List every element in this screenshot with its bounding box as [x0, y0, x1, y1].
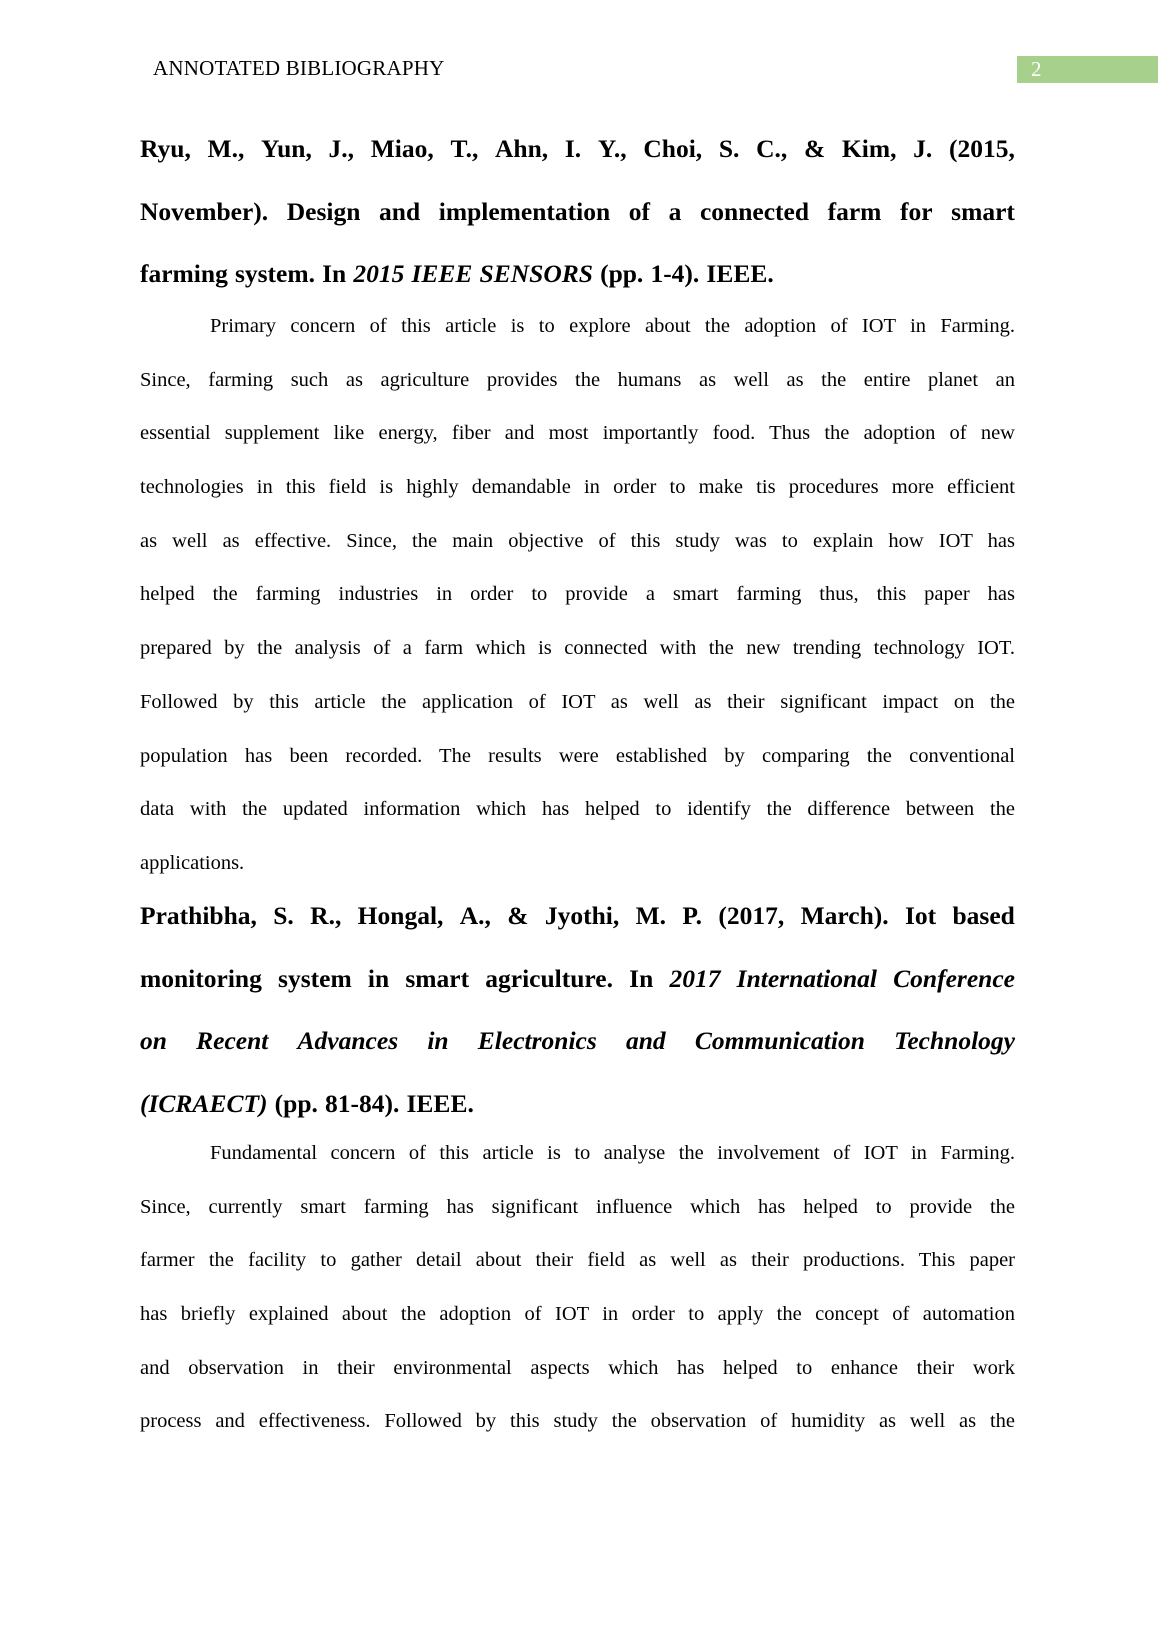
citation-word-italic: in [427, 1026, 449, 1055]
citation-word: I. [564, 134, 582, 163]
citation-word: (2015, [948, 134, 1015, 163]
citation-word: Prathibha, [140, 901, 257, 930]
page-number: 2 [1031, 57, 1042, 81]
citation-word: J., [328, 134, 355, 163]
citation-word: based [952, 901, 1015, 930]
citation-word: C., [756, 134, 788, 163]
citation-word: Ahn, [495, 134, 549, 163]
annotation-line: Since, farming such as agriculture provides the humans as well as the entire planet an [140, 368, 1015, 391]
citation-word: IEEE. [406, 1088, 474, 1118]
annotation-line: helped the farming industries in order to provide a smart farming thus, this paper has [140, 583, 1015, 606]
citation-word: IEEE. [706, 259, 774, 288]
citation-word-italic: (ICRAECT) [140, 1088, 268, 1118]
citation-word-italic: and [625, 1026, 666, 1055]
citation-word-italic: Conference [893, 963, 1015, 993]
citation-prathibha-2017 [140, 885, 1015, 1135]
citation-word: connected [699, 196, 810, 226]
citation-word: & [803, 134, 826, 163]
citation-word: In [322, 259, 347, 288]
annotation-line: has briefly explained about the adoption of IOT in order to apply the concept of automation [140, 1303, 1015, 1326]
citation-word: & [507, 901, 529, 930]
annotation-line: Followed by this article the application of IOT as well as their significant impact on the [140, 690, 1015, 713]
citation-word: farming [140, 259, 228, 288]
annotation-prathibha-2017 [140, 1127, 1015, 1449]
citation-word: Choi, [643, 134, 703, 163]
citation-word: system [278, 963, 352, 993]
citation-word: implementation [438, 196, 611, 226]
running-header: ANNOTATED BIBLIOGRAPHY [153, 56, 445, 80]
annotation-line: data with the updated information which has helped to identify the difference between the [140, 798, 1015, 821]
citation-word: M., [207, 134, 245, 163]
annotation-line: as well as effective. Since, the main objective of this study was to explain how IOT has [140, 529, 1015, 552]
citation-word: November). [140, 196, 269, 226]
citation-word: R., [310, 901, 342, 930]
citation-word: J. [913, 134, 933, 163]
citation-word-italic: Recent [196, 1026, 269, 1055]
annotation-line: farmer the facility to gather detail about their field as well as their productions. This paper [140, 1249, 1015, 1272]
annotation-line: prepared by the analysis of a farm which is connected with the new trending technology IOT. [140, 637, 1015, 660]
citation-word: a [668, 196, 682, 226]
citation-word: monitoring [140, 963, 262, 993]
citation-word: Yun, [261, 134, 312, 163]
citation-word: Design [286, 196, 361, 226]
citation-word: March). [800, 901, 889, 930]
citation-word: Hongal, [357, 901, 444, 930]
citation-word: M. [635, 901, 667, 930]
page-number-box [1017, 56, 1158, 83]
citation-word-italic: IEEE [411, 259, 473, 288]
citation-word: Miao, [370, 134, 434, 163]
citation-word: 81-84). [325, 1088, 400, 1118]
citation-word: (2017, [718, 901, 785, 930]
citation-word-italic: SENSORS [479, 259, 593, 288]
citation-word: P. [682, 901, 703, 930]
citation-ryu-2015 [140, 118, 1015, 306]
annotation-line: Since, currently smart farming has significant influence which has helped to provide the [140, 1195, 1015, 1218]
citation-word: Ryu, [140, 134, 191, 163]
citation-word-italic: Technology [894, 1026, 1015, 1055]
annotation-line: Primary concern of this article is to explore about the adoption of IOT in Farming. [210, 315, 1015, 337]
citation-word-italic: International [736, 963, 877, 993]
annotation-line: process and effectiveness. Followed by this study the observation of humidity as well as the [140, 1410, 1015, 1433]
citation-word-italic: 2017 [669, 963, 721, 993]
citation-line [140, 118, 1015, 181]
citation-word: in [367, 963, 390, 993]
citation-word: (pp. [600, 259, 644, 288]
citation-line [140, 181, 1015, 244]
citation-word: Kim, [841, 134, 897, 163]
citation-word: farm [827, 196, 882, 226]
citation-word: A., [459, 901, 491, 930]
citation-word: Jyothi, [544, 901, 620, 930]
citation-word: 1-4). [650, 259, 700, 288]
citation-line [140, 243, 1015, 306]
annotation-ryu-2015 [140, 300, 1015, 891]
citation-word: smart [405, 963, 470, 993]
citation-word: Iot [904, 901, 937, 930]
annotation-line: Fundamental concern of this article is to analyse the involvement of IOT in Farming. [210, 1142, 1015, 1164]
annotation-line: technologies in this field is highly demandable in order to make tis procedures more efficient [140, 476, 1015, 499]
citation-line [140, 885, 1015, 948]
citation-word-italic: on [140, 1026, 167, 1055]
citation-word: (pp. [274, 1088, 318, 1118]
citation-word: In [629, 963, 654, 993]
citation-word-italic: Advances [297, 1026, 399, 1055]
citation-line [140, 1073, 1015, 1136]
citation-line [140, 1010, 1015, 1073]
citation-word-italic: Communication [694, 1026, 865, 1055]
citation-word: and [379, 196, 421, 226]
citation-word: agriculture. [485, 963, 613, 993]
citation-word: system. [234, 259, 315, 288]
annotation-line: and observation in their environmental aspects which has helped to enhance their work [140, 1356, 1015, 1379]
citation-word: S. [718, 134, 740, 163]
citation-line [140, 948, 1015, 1011]
annotation-line: essential supplement like energy, fiber and most importantly food. Thus the adoption of new [140, 422, 1015, 445]
annotation-line: population has been recorded. The results were established by comparing the conventional [140, 744, 1015, 767]
citation-word-italic: 2015 [353, 259, 405, 288]
citation-word: T., [450, 134, 479, 163]
citation-word: for [900, 196, 933, 226]
citation-word: smart [951, 196, 1015, 226]
citation-word: of [628, 196, 651, 226]
annotation-line: applications. [140, 851, 245, 874]
citation-word: S. [273, 901, 294, 930]
citation-word-italic: Electronics [477, 1026, 597, 1055]
citation-word: Y., [597, 134, 627, 163]
